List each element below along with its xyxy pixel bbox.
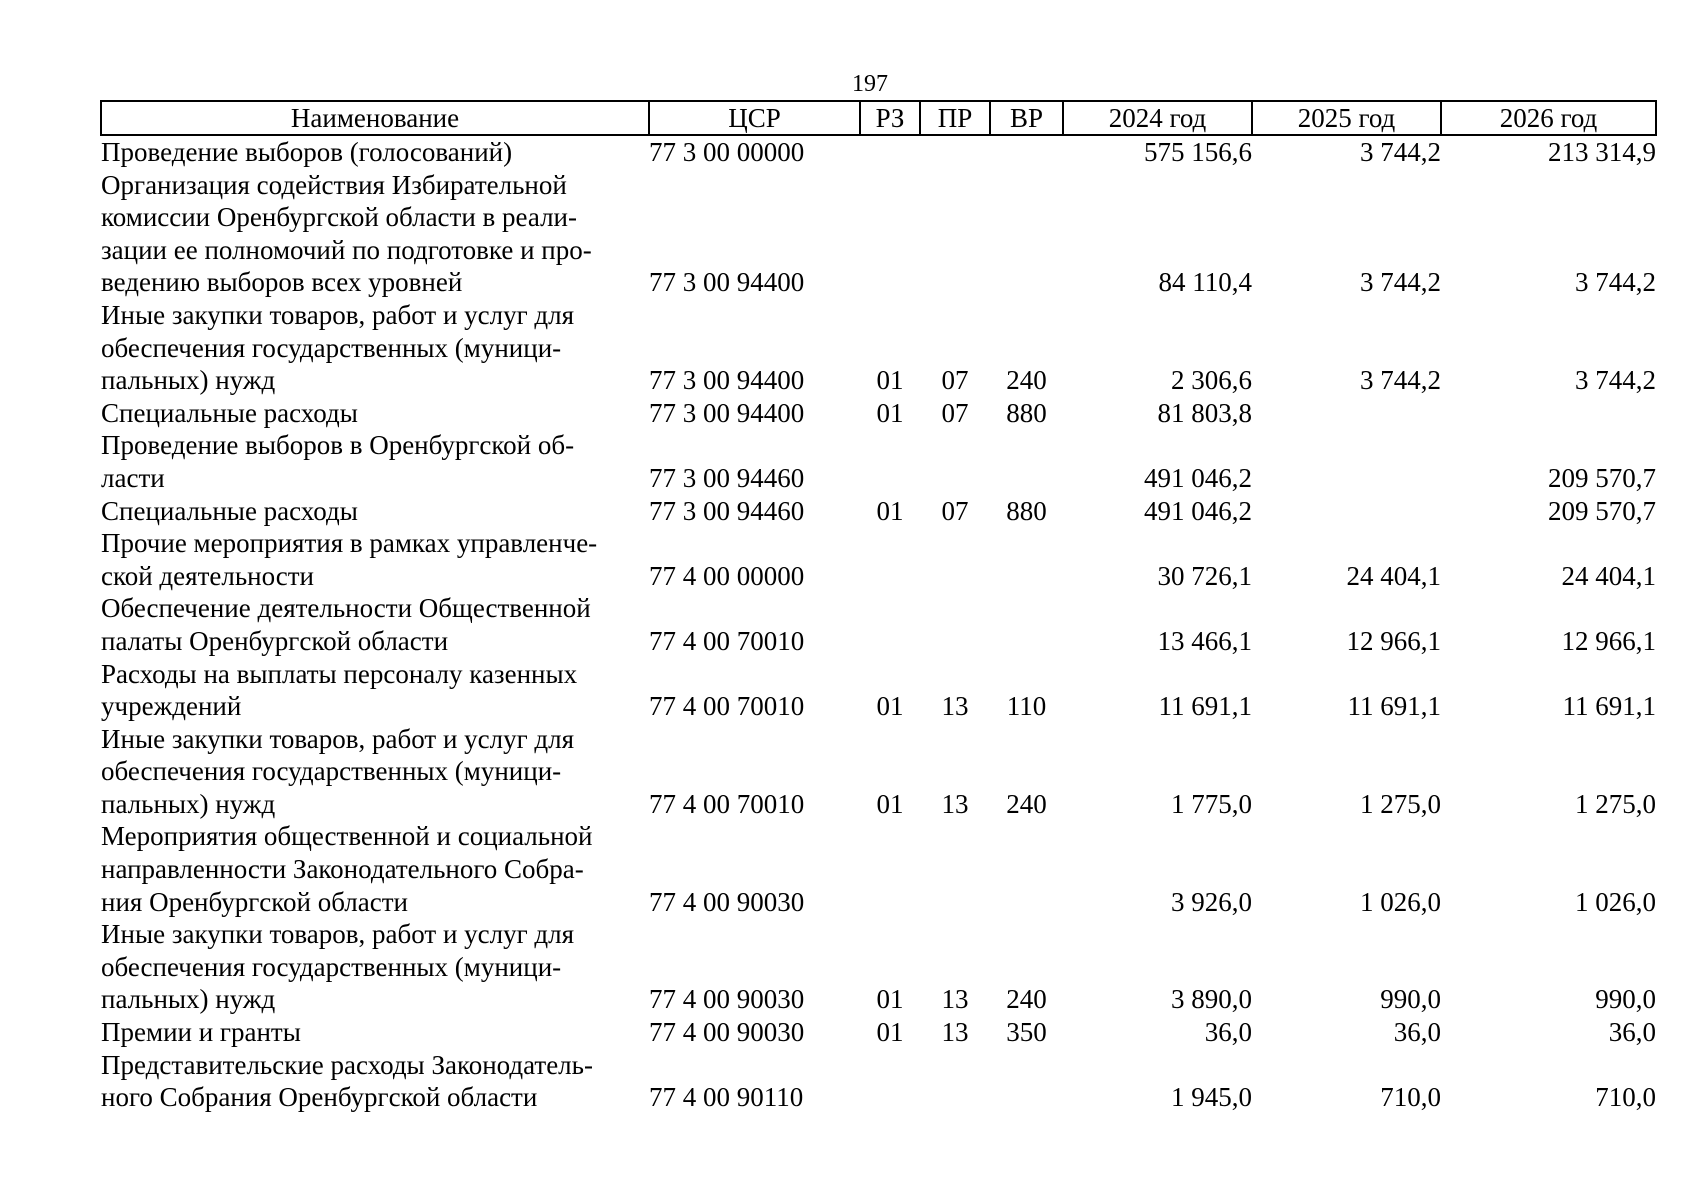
cell-2025 (1252, 429, 1441, 494)
cell-2025: 1 275,0 (1360, 788, 1441, 819)
cell-name (101, 169, 649, 299)
cell-rz: 01 (876, 495, 904, 526)
page-number: 197 (852, 71, 888, 97)
cell-name-line: ласти (101, 462, 165, 493)
cell-name (101, 429, 649, 494)
cell-2026: 990,0 (1595, 984, 1656, 1015)
cell-csr: 77 3 00 94400 (649, 397, 805, 428)
cell-2024: 84 110,4 (1158, 267, 1252, 298)
cell-csr: 77 4 00 90030 (649, 1017, 805, 1048)
cell-2026: 209 570,7 (1548, 462, 1656, 493)
table-row (101, 495, 1656, 528)
cell-2024: 3 890,0 (1171, 984, 1252, 1015)
cell-name-line: Иные закупки товаров, работ и услуг для (101, 723, 575, 754)
cell-2025: 990,0 (1380, 984, 1441, 1015)
table-row (101, 135, 1656, 169)
table-row (101, 429, 1656, 494)
cell-2025: 1 026,0 (1360, 886, 1441, 917)
cell-2025: 3 744,2 (1360, 137, 1441, 167)
cell-name-line: обеспечения государственных (муници- (101, 951, 562, 982)
cell-rz: 01 (876, 397, 904, 428)
cell-csr: 77 4 00 90110 (649, 1082, 804, 1113)
cell-2024: 2 306,6 (1171, 365, 1252, 396)
cell-csr: 77 3 00 00000 (649, 137, 805, 167)
table-row (101, 1049, 1656, 1114)
table-row (101, 918, 1656, 1016)
cell-rz (860, 135, 920, 169)
cell-rz (860, 592, 920, 657)
cell-name (101, 918, 649, 1016)
cell-2026: 11 691,1 (1562, 691, 1656, 722)
cell-2025: 12 966,1 (1346, 625, 1441, 656)
cell-2025 (1252, 397, 1441, 430)
cell-name (101, 820, 649, 918)
cell-csr: 77 4 00 70010 (649, 691, 805, 722)
header-rz: РЗ (860, 101, 920, 135)
cell-pr (920, 1049, 990, 1114)
cell-vr (990, 592, 1063, 657)
cell-pr: 07 (941, 365, 969, 396)
table-body (101, 135, 1656, 1114)
cell-name-line: Мероприятия общественной и социальной (101, 821, 593, 852)
cell-rz: 01 (876, 788, 904, 819)
cell-name-line: Представительские расходы Законодатель- (101, 1049, 593, 1080)
cell-pr: 07 (941, 495, 969, 526)
cell-name (101, 723, 649, 821)
cell-vr (990, 527, 1063, 592)
cell-2024: 491 046,2 (1144, 495, 1252, 526)
cell-vr: 240 (1006, 365, 1047, 396)
cell-pr (920, 169, 990, 299)
cell-2026: 12 966,1 (1561, 625, 1656, 656)
cell-2024: 3 926,0 (1171, 886, 1252, 917)
cell-2026: 1 275,0 (1575, 788, 1656, 819)
table-row (101, 1016, 1656, 1049)
cell-name-line: Иные закупки товаров, работ и услуг для (101, 299, 575, 330)
cell-name-line: Специальные расходы (101, 495, 358, 526)
cell-csr: 77 3 00 94460 (649, 495, 805, 526)
cell-vr (990, 820, 1063, 918)
cell-name-line: Обеспечение деятельности Общественной (101, 593, 591, 624)
header-name: Наименование (101, 101, 649, 135)
cell-2025: 710,0 (1380, 1082, 1441, 1113)
cell-vr: 110 (1006, 691, 1047, 722)
header-csr: ЦСР (649, 101, 860, 135)
cell-csr: 77 4 00 90030 (649, 984, 805, 1015)
cell-2026: 209 570,7 (1548, 495, 1656, 526)
cell-rz: 01 (876, 1017, 904, 1048)
cell-name (101, 658, 649, 723)
cell-name-line: Премии и гранты (101, 1017, 301, 1048)
cell-name-line: учреждений (101, 691, 242, 722)
cell-pr (920, 592, 990, 657)
cell-vr (990, 135, 1063, 169)
cell-2024: 36,0 (1204, 1017, 1252, 1048)
cell-vr (990, 169, 1063, 299)
cell-vr: 240 (1006, 984, 1047, 1015)
cell-2024: 1 945,0 (1171, 1082, 1252, 1113)
cell-csr: 77 4 00 90030 (649, 886, 805, 917)
cell-name-line: Прочие мероприятия в рамках управленче- (101, 528, 598, 559)
cell-name-line: обеспечения государственных (муници- (101, 756, 562, 787)
cell-2026 (1441, 397, 1656, 430)
cell-name (101, 135, 649, 169)
table-row (101, 299, 1656, 397)
cell-name-line: Организация содействия Избирательной (101, 169, 567, 200)
cell-name-line: Специальные расходы (101, 397, 358, 428)
cell-name-line: ведению выборов всех уровней (101, 267, 463, 298)
cell-pr: 13 (941, 1017, 969, 1048)
table-row (101, 397, 1656, 430)
cell-name-line: палаты Оренбургской области (101, 625, 449, 656)
cell-name-line: пальных) нужд (101, 365, 276, 396)
cell-2025 (1252, 495, 1441, 528)
cell-rz (860, 169, 920, 299)
header-2025: 2025 год (1252, 101, 1441, 135)
table-row (101, 592, 1656, 657)
cell-2025: 3 744,2 (1360, 365, 1441, 396)
table-row (101, 658, 1656, 723)
header-vr: ВР (990, 101, 1063, 135)
cell-pr (920, 820, 990, 918)
cell-name (101, 527, 649, 592)
cell-csr: 77 4 00 00000 (649, 560, 805, 591)
cell-rz (860, 1049, 920, 1114)
cell-vr: 880 (1006, 495, 1047, 526)
cell-name (101, 592, 649, 657)
cell-vr: 350 (1006, 1017, 1047, 1048)
cell-name-line: ного Собрания Оренбургской области (101, 1082, 538, 1113)
cell-2025: 24 404,1 (1346, 560, 1441, 591)
cell-rz (860, 429, 920, 494)
cell-rz: 01 (876, 691, 904, 722)
cell-name-line: пальных) нужд (101, 788, 276, 819)
cell-vr: 880 (1006, 397, 1047, 428)
cell-name-line: ской деятельности (101, 560, 314, 591)
cell-csr: 77 3 00 94460 (649, 462, 805, 493)
cell-vr (990, 429, 1063, 494)
cell-name-line: зации ее полномочий по подготовке и про- (101, 234, 592, 265)
cell-rz (860, 527, 920, 592)
cell-2025: 3 744,2 (1360, 267, 1441, 298)
cell-pr: 13 (941, 984, 969, 1015)
budget-table (100, 100, 1657, 1114)
cell-2024: 30 726,1 (1157, 560, 1252, 591)
cell-csr: 77 3 00 94400 (649, 267, 805, 298)
cell-pr (920, 429, 990, 494)
cell-name (101, 1049, 649, 1114)
cell-name-line: ния Оренбургской области (101, 886, 408, 917)
cell-name-line: пальных) нужд (101, 984, 276, 1015)
header-2024: 2024 год (1063, 101, 1252, 135)
cell-name (101, 495, 649, 528)
cell-2026: 3 744,2 (1575, 267, 1656, 298)
cell-name (101, 397, 649, 430)
cell-name-line: Иные закупки товаров, работ и услуг для (101, 919, 575, 950)
cell-csr: 77 3 00 94400 (649, 365, 805, 396)
cell-2026: 36,0 (1608, 1017, 1656, 1048)
cell-2026: 213 314,9 (1548, 137, 1656, 167)
table-row (101, 169, 1656, 299)
cell-name (101, 1016, 649, 1049)
cell-vr (990, 1049, 1063, 1114)
cell-2024: 491 046,2 (1144, 462, 1252, 493)
cell-name-line: комиссии Оренбургской области в реали- (101, 202, 577, 233)
cell-vr: 240 (1006, 788, 1047, 819)
cell-2026: 1 026,0 (1575, 886, 1656, 917)
cell-2024: 81 803,8 (1157, 397, 1252, 428)
cell-name-line: обеспечения государственных (муници- (101, 332, 562, 363)
cell-2024: 11 691,1 (1158, 691, 1252, 722)
table-header-row (101, 101, 1656, 135)
cell-2024: 575 156,6 (1144, 137, 1252, 167)
cell-name-line: Проведение выборов (голосований) (101, 137, 513, 167)
cell-csr: 77 4 00 70010 (649, 788, 805, 819)
cell-name-line: Проведение выборов в Оренбургской об- (101, 430, 575, 461)
table-row (101, 527, 1656, 592)
cell-name-line: Расходы на выплаты персоналу казенных (101, 658, 578, 689)
table-row (101, 820, 1656, 918)
cell-name (101, 299, 649, 397)
cell-2025: 11 691,1 (1347, 691, 1441, 722)
cell-2024: 1 775,0 (1171, 788, 1252, 819)
cell-csr: 77 4 00 70010 (649, 625, 805, 656)
cell-2024: 13 466,1 (1157, 625, 1252, 656)
cell-rz (860, 820, 920, 918)
cell-rz: 01 (876, 984, 904, 1015)
cell-2026: 3 744,2 (1575, 365, 1656, 396)
cell-pr: 07 (941, 397, 969, 428)
table-row (101, 723, 1656, 821)
header-2026: 2026 год (1441, 101, 1656, 135)
cell-pr (920, 527, 990, 592)
cell-2026: 24 404,1 (1561, 560, 1656, 591)
cell-pr: 13 (941, 691, 969, 722)
cell-rz: 01 (876, 365, 904, 396)
cell-2026: 710,0 (1595, 1082, 1656, 1113)
cell-pr: 13 (941, 788, 969, 819)
cell-name-line: направленности Законодательного Собра- (101, 854, 584, 885)
header-pr: ПР (920, 101, 990, 135)
cell-pr (920, 135, 990, 169)
cell-2025: 36,0 (1393, 1017, 1441, 1048)
